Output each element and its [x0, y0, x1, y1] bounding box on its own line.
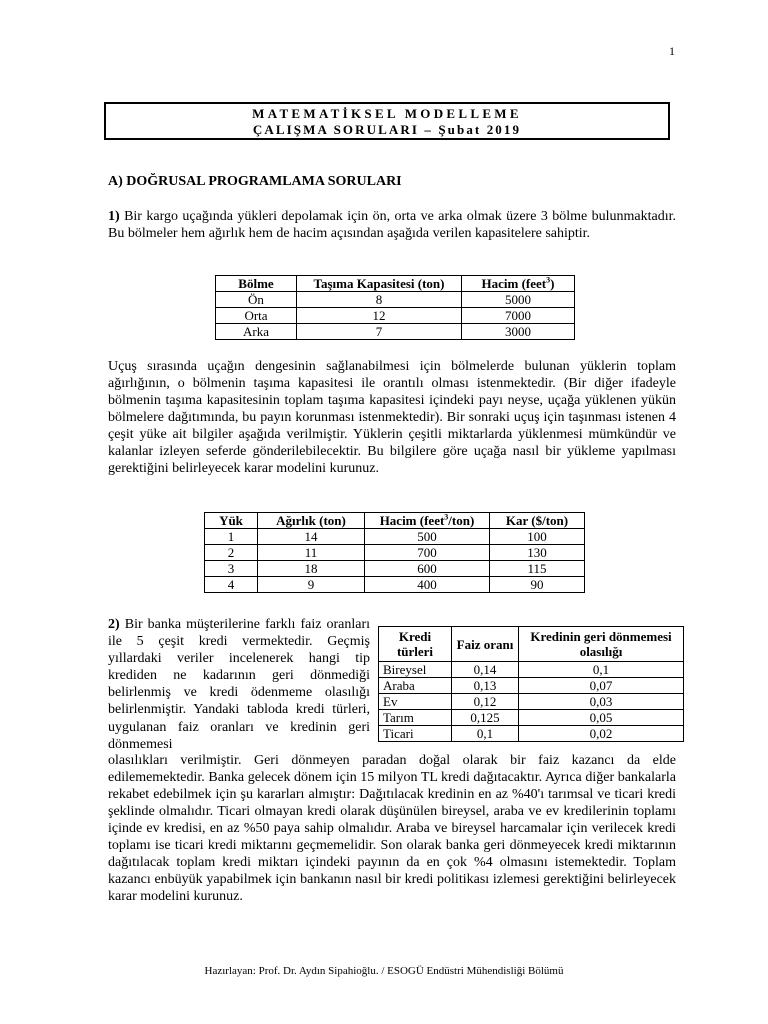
title-box	[104, 102, 670, 140]
title-line-2: ÇALIŞMA SORULARI – Şubat 2019	[252, 122, 522, 137]
q2-intro	[108, 616, 370, 753]
table-header-row	[216, 276, 575, 292]
table-cell: Ön	[216, 292, 297, 308]
table-cell: 0,125	[452, 710, 519, 726]
cargo-table	[204, 512, 585, 593]
table-cell: 5000	[462, 292, 575, 308]
table-cell: 0,1	[519, 662, 684, 678]
table-row	[205, 545, 585, 561]
table-cell: 130	[490, 545, 585, 561]
table-row	[379, 662, 684, 678]
q2-intro-text: Bir banka müşterilerine farklı faiz oranları ile 5 çeşit kredi vermektedir. Geçmiş yıllardaki veriler incelenerek hangi tip krediden ne kadarının geri dönmediği belirlenmiş ve kredi ödenmeme olasılığı belirlenmiştir. Yandaki tabloda kredi türleri, uygulanan faiz oranları ve kredinin geri dönmemesi	[108, 617, 371, 752]
table-row	[205, 529, 585, 545]
table-row	[205, 577, 585, 593]
table-cell: 9	[258, 577, 365, 593]
table-header: Ağırlık (ton)	[258, 513, 365, 529]
q2-body: olasılıkları verilmiştir. Geri dönmeyen paradan doğal olarak bir faiz kazancı da elde edilememektedir. Banka gelecek dönem için 15 milyon TL kredi dağıtacaktır. Ayrıca diğer bankalarla rekabet edebilmek için şu kararları almıştır: Dağıtılacak kredinin en az %40'ı tarımsal ve ticari kredi şeklinde olmalıdır. Ticari olmayan kredi olarak düşünülen bireysel, araba ve ev kredilerinin toplamı içinde ev kredisi, en az %50 paya sahip olmalıdır. Araba ve bireysel harcamalar için verilecek kredi toplamı ise ticari kredi miktarını geçmemelidir. Son olarak banka geri dönmeyecek kredi miktarının dağıtılacak toplam kredi miktarı içindeki payının da en çok %4 olmasını istemektedir. Toplam kazancı enbüyük yapabilmek için bankanın nasıl bir kredi politikası izlemesi gerektiğini belirleyecek karar modelini kurunuz.	[108, 753, 676, 904]
table-cell: 115	[490, 561, 585, 577]
q1-number: 1)	[108, 209, 120, 224]
table-header-row	[379, 627, 684, 662]
table-header-row	[205, 513, 585, 529]
header-text: /ton)	[448, 513, 475, 528]
table-header: Kredinin geri dönmemesi olasılığı	[519, 627, 684, 662]
table-row	[216, 308, 575, 324]
table-header: Kar ($/ton)	[490, 513, 585, 529]
table-cell: 12	[297, 308, 462, 324]
q1-intro	[108, 208, 676, 242]
table-row	[379, 678, 684, 694]
table-cell: 500	[365, 529, 490, 545]
compartment-table	[215, 275, 575, 340]
table-cell: 400	[365, 577, 490, 593]
table-header: Yük	[205, 513, 258, 529]
header-text: )	[550, 276, 555, 291]
table-cell: 0,1	[452, 726, 519, 742]
q1-intro-text: Bir kargo uçağında yükleri depolamak için ön, orta ve arka olmak üzere 3 bölme bulunmaktadır. Bu bölmeler hem ağırlık hem de hacim açısından aşağıda verilen kapasitelere sahiptir.	[108, 209, 676, 241]
table-cell: 0,13	[452, 678, 519, 694]
title-line-1: MATEMATİKSEL MODELLEME	[252, 106, 522, 121]
table-header: Taşıma Kapasitesi (ton)	[297, 276, 462, 292]
table-cell: 8	[297, 292, 462, 308]
table-cell: 0,02	[519, 726, 684, 742]
table-cell: 700	[365, 545, 490, 561]
table-cell: 3000	[462, 324, 575, 340]
table-cell: Bireysel	[379, 662, 452, 678]
section-heading: A) DOĞRUSAL PROGRAMLAMA SORULARI	[108, 174, 402, 189]
footer: Hazırlayan: Prof. Dr. Aydın Sipahioğlu. / ESOGÜ Endüstri Mühendisliği Bölümü	[204, 965, 564, 977]
table-row	[205, 561, 585, 577]
table-cell: 90	[490, 577, 585, 593]
table-cell: 0,03	[519, 694, 684, 710]
header-superscript: 3	[546, 275, 551, 285]
credit-table	[378, 626, 684, 742]
table-cell: 0,14	[452, 662, 519, 678]
table-cell: Araba	[379, 678, 452, 694]
table-cell: 0,05	[519, 710, 684, 726]
table-cell: 14	[258, 529, 365, 545]
header-text: Hacim (feet	[481, 276, 547, 291]
table-cell: 0,07	[519, 678, 684, 694]
table-cell: 1	[205, 529, 258, 545]
header-text: Hacim (feet	[379, 513, 445, 528]
table-row	[216, 324, 575, 340]
table-cell: Ticari	[379, 726, 452, 742]
q2-number: 2)	[108, 617, 120, 632]
table-header: Faiz oranı	[452, 627, 519, 662]
table-cell: 100	[490, 529, 585, 545]
table-cell: 4	[205, 577, 258, 593]
table-cell: 600	[365, 561, 490, 577]
table-row	[379, 694, 684, 710]
table-header: Bölme	[216, 276, 297, 292]
table-cell: 7000	[462, 308, 575, 324]
table-row	[379, 710, 684, 726]
q1-body: Uçuş sırasında uçağın dengesinin sağlanabilmesi için bölmelerde bulunan yüklerin toplam ağırlığının, o bölmenin taşıma kapasitesi ile orantılı olması istenmektedir. (Bir diğer ifadeyle bölmenin taşıma kapasitesinin toplam taşıma kapasitesi içindeki payı neyse, uçağa yüklenen yükün bölmelere dağıtımında, bu payın korunması istenmektedir). Bir sonraki uçuş için taşınması istenen 4 çeşit yüke ait bilgiler aşağıda verilmiştir. Yüklerin çeşitli miktarlarda yüklenmesi mümkündür ve kalanlar izleyen seferde gönderilebilecektir. Bu bilgilere göre uçağa nasıl bir yükleme yapılması gerektiğini belirleyecek karar modelini kurunuz.	[108, 359, 676, 476]
table-cell: 3	[205, 561, 258, 577]
table-cell: 2	[205, 545, 258, 561]
table-cell: Orta	[216, 308, 297, 324]
table-cell: 7	[297, 324, 462, 340]
table-header: Kredi türleri	[379, 627, 452, 662]
page-number: 1	[669, 44, 675, 58]
table-cell: Arka	[216, 324, 297, 340]
header-superscript: 3	[444, 512, 449, 522]
table-cell: 0,12	[452, 694, 519, 710]
table-cell: Tarım	[379, 710, 452, 726]
table-header	[365, 513, 490, 529]
table-cell: 18	[258, 561, 365, 577]
table-cell: 11	[258, 545, 365, 561]
table-row	[379, 726, 684, 742]
table-row	[216, 292, 575, 308]
table-cell: Ev	[379, 694, 452, 710]
table-header	[462, 276, 575, 292]
